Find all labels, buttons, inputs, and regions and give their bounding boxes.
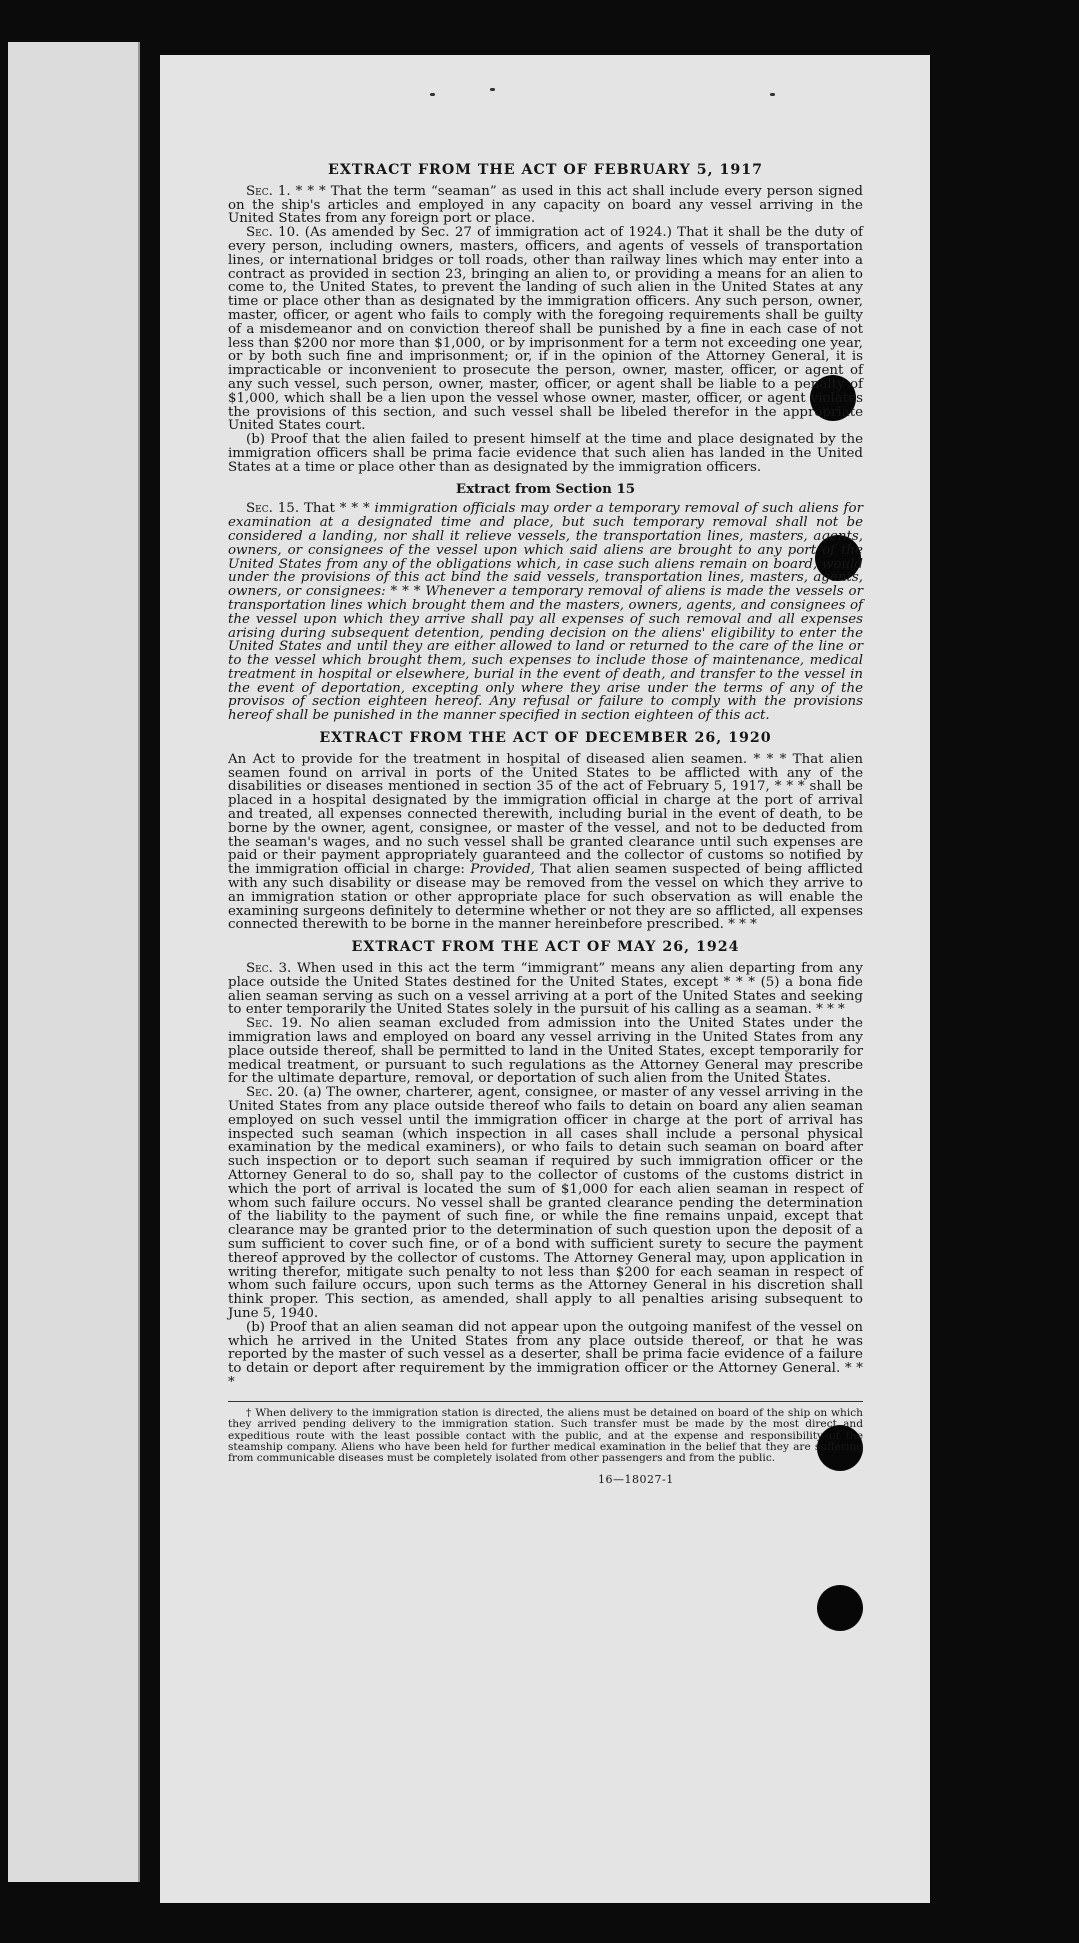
sec-1-label: Sec. 1.: [246, 183, 291, 199]
dec-1920-paragraph: [228, 753, 863, 932]
sec-15-paragraph: [228, 502, 863, 723]
sec-10-text: (As amended by Sec. 27 of immigration act of 1924.) That it shall be the duty of every person, including owners, masters, officers, and agents of vessels of transportation lines, or international bridges or toll roads, other than railway lines which may enter into a contract as provided in section 23, bringing an alien to, or providing a means for an alien to come to, the United States, to prevent the landing of such alien in the United States at any time or place other than as designated by the immigration officers. Any such person, owner, master, officer, or agent who fails to comply with the foregoing requirements shall be guilty of a misdemeanor and on conviction thereof shall be punished by a fine in each case of not less than $200 nor more than $1,000, or by imprisonment for a term not exceeding one year, or by both such fine and imprisonment; or, if in the opinion of the Attorney General, it is impracticable or inconvenient to prosecute the person, owner, master, officer, or agent of any such vessel, such person, owner, master, officer, or agent shall be liable to a penalty of $1,000, which shall be a lien upon the vessel whose owner, master, officer, or agent violates the provisions of this section, and such vessel shall be libeled therefor in the appropriate United States court.: [228, 225, 863, 434]
scan-speck: [770, 93, 775, 96]
heading-dec-1920: EXTRACT FROM THE ACT OF DECEMBER 26, 1920: [319, 730, 772, 747]
dec-1920-proviso: Provided,: [470, 862, 535, 878]
sec-10b-paragraph: (b) Proof that the alien failed to present himself at the time and place designated by the immigration officers shall be prima facie evidence that such alien has landed in the United States at a time or place other than as designated by the immigration officers.: [228, 432, 863, 475]
sec-20-label: Sec. 20.: [246, 1085, 299, 1101]
sec-1-paragraph: [228, 185, 863, 226]
sec-19-paragraph: [228, 1017, 863, 1086]
dec-1920-text-before: An Act to provide for the treatment in hospital of diseased alien seamen. * * * That alien seamen found on arrival in ports of the United States to be afflicted with any of the disabilities or diseases mentioned in section 35 of the act of February 5, 1917, * * * shall be placed in a hospital designated by the immigration official in charge at the port of arrival and treated, all expenses connected therewith, including burial in the event of death, to be borne by the owner, agent, consignee, or master of the vessel, and not to be deducted from the seaman's wages, and no such vessel shall be granted clearance until such expenses are paid or their payment appropriately guaranteed and the collector of customs so notified by the immigration official in charge:: [228, 751, 863, 878]
scan-speck: [430, 93, 435, 96]
document-content: [228, 155, 863, 1487]
footnote: † When delivery to the immigration station is directed, the aliens must be detained on board of the ship on which they arrived pending delivery to the immigration station. Such transfer must be made by the most direct and expeditious route with the least possible contact with the public, and at the expense and responsibility of the steamship company. Aliens who have been held for further medical examination in the belief that they are suffering from communicable diseases must be completely isolated from other passengers and from the public.: [228, 1406, 863, 1465]
sec-19-label: Sec. 19.: [246, 1016, 303, 1032]
heading-section-15: Extract from Section 15: [455, 480, 636, 497]
sec-3-paragraph: [228, 962, 863, 1017]
sec-15-label: Sec. 15.: [246, 501, 300, 517]
sec-20-text: (a) The owner, charterer, agent, consignee, or master of any vessel arriving in the United States from any place outside thereof who fails to detain on board any alien seaman employed on such vessel until the immigration officer in charge at the port of arrival has inspected such seaman (which inspection in all cases shall include a personal physical examination by the medical examiners), or who fails to detain such seaman on board after such inspection or to deport such seaman if required by such immigration officer or the Attorney General to do so, shall pay to the collector of customs of the customs district in which the port of arrival is located the sum of $1,000 for each alien seaman in respect of whom such failure occurs. No vessel shall be granted clearance pending the determination of the liability to the payment of such fine, or while the fine remains unpaid, except that clearance may be granted prior to the determination of such question upon the deposit of a sum sufficient to cover such fine, or of a bond with sufficient surety to secure the payment thereof approved by the collector of customs. The Attorney General may, upon application in writing therefor, mitigate such penalty to not less than $200 for each seaman in respect of whom such failure occurs, upon such terms as the Attorney General in his discretion shall think proper. This section, as amended, shall apply to all penalties arising subsequent to June 5, 1940.: [228, 1085, 863, 1321]
sec-20b-paragraph: (b) Proof that an alien seaman did not appear upon the outgoing manifest of the vessel on which he arrived in the United States from any place outside thereof, or that he was reported by the master of such vessel as a deserter, shall be prima facie evidence of a failure to detain or deport after requirement by the immigration officer or the Attorney General. * * *: [228, 1319, 863, 1390]
sec-10-paragraph: [228, 226, 863, 433]
sec-20-paragraph: [228, 1086, 863, 1321]
punch-hole: [817, 1585, 863, 1631]
form-number: 16—18027-1: [598, 1472, 674, 1486]
document-page: [160, 55, 930, 1903]
dec-1920-text-after: That alien seamen suspected of being afflicted with any such disability or disease may be removed from the vessel on which they arrive to an immigration station or other appropriate place for such observation as will enable the examining surgeons definitely to determine whether or not they are so afflicted, all expenses connected therewith to be borne in the manner hereinbefore prescribed. * * *: [228, 862, 863, 933]
sec-19-text: No alien seaman excluded from admission into the United States under the immigration laws and employed on board any vessel arriving in the United States from any place outside thereof, shall be permitted to land in the United States, except temporarily for medical treatment, or pursuant to such regulations as the Attorney General may prescribe for the ultimate departure, removal, or deportation of such alien from the United States.: [228, 1016, 863, 1087]
scan-speck: [490, 88, 495, 91]
heading-feb-1917: EXTRACT FROM THE ACT OF FEBRUARY 5, 1917: [328, 162, 763, 178]
sec-15-lead: That * * *: [303, 501, 370, 517]
film-margin-strip: [8, 42, 140, 1882]
sec-1-text: * * * That the term “seaman” as used in this act shall include every person signed on the ship's articles and employed in any capacity on board any vessel arriving in the United States from any foreign port or place.: [228, 183, 863, 227]
footnote-divider: [228, 1401, 863, 1402]
sec-10-label: Sec. 10.: [246, 225, 300, 241]
heading-may-1924: EXTRACT FROM THE ACT OF MAY 26, 1924: [351, 939, 740, 956]
sec-3-label: Sec. 3.: [246, 961, 292, 977]
sec-15-text: immigration officials may order a temporary removal of such aliens for examination at a designated time and place, but such temporary removal shall not be considered a landing, nor shall it relieve vessels, the transportation lines, masters, agents, owners, or consignees of the vessel upon which said aliens are brought to any port of the United States from any of the obligations which, in case such aliens remain on board, would under the provisions of this act bind the said vessels, transportation lines, masters, agents, owners, or consignees: * * * Whenever a temporary removal of aliens is made the vessels or transportation lines which brought them and the masters, owners, agents, and consignees of the vessel upon which they arrive shall pay all expenses of such removal and all expenses arising during subsequent detention, pending decision on the aliens' eligibility to enter the United States and until they are either allowed to land or returned to the care of the line or to the vessel which brought them, such expenses to include those of maintenance, medical treatment in hospital or elsewhere, burial in the event of death, and transfer to the vessel in the event of deportation, excepting only where they arise under the terms of any of the provisos of section eighteen hereof. Any refusal or failure to comply with the provisions hereof shall be punished in the manner specified in section eighteen of this act.: [228, 501, 863, 724]
sec-3-text: When used in this act the term “immigrant” means any alien departing from any place outside the United States destined for the United States, except * * * (5) a bona fide alien seaman serving as such on a vessel arriving at a port of the United States and seeking to enter temporarily the United States solely in the pursuit of his calling as a seaman. * * *: [228, 961, 863, 1018]
